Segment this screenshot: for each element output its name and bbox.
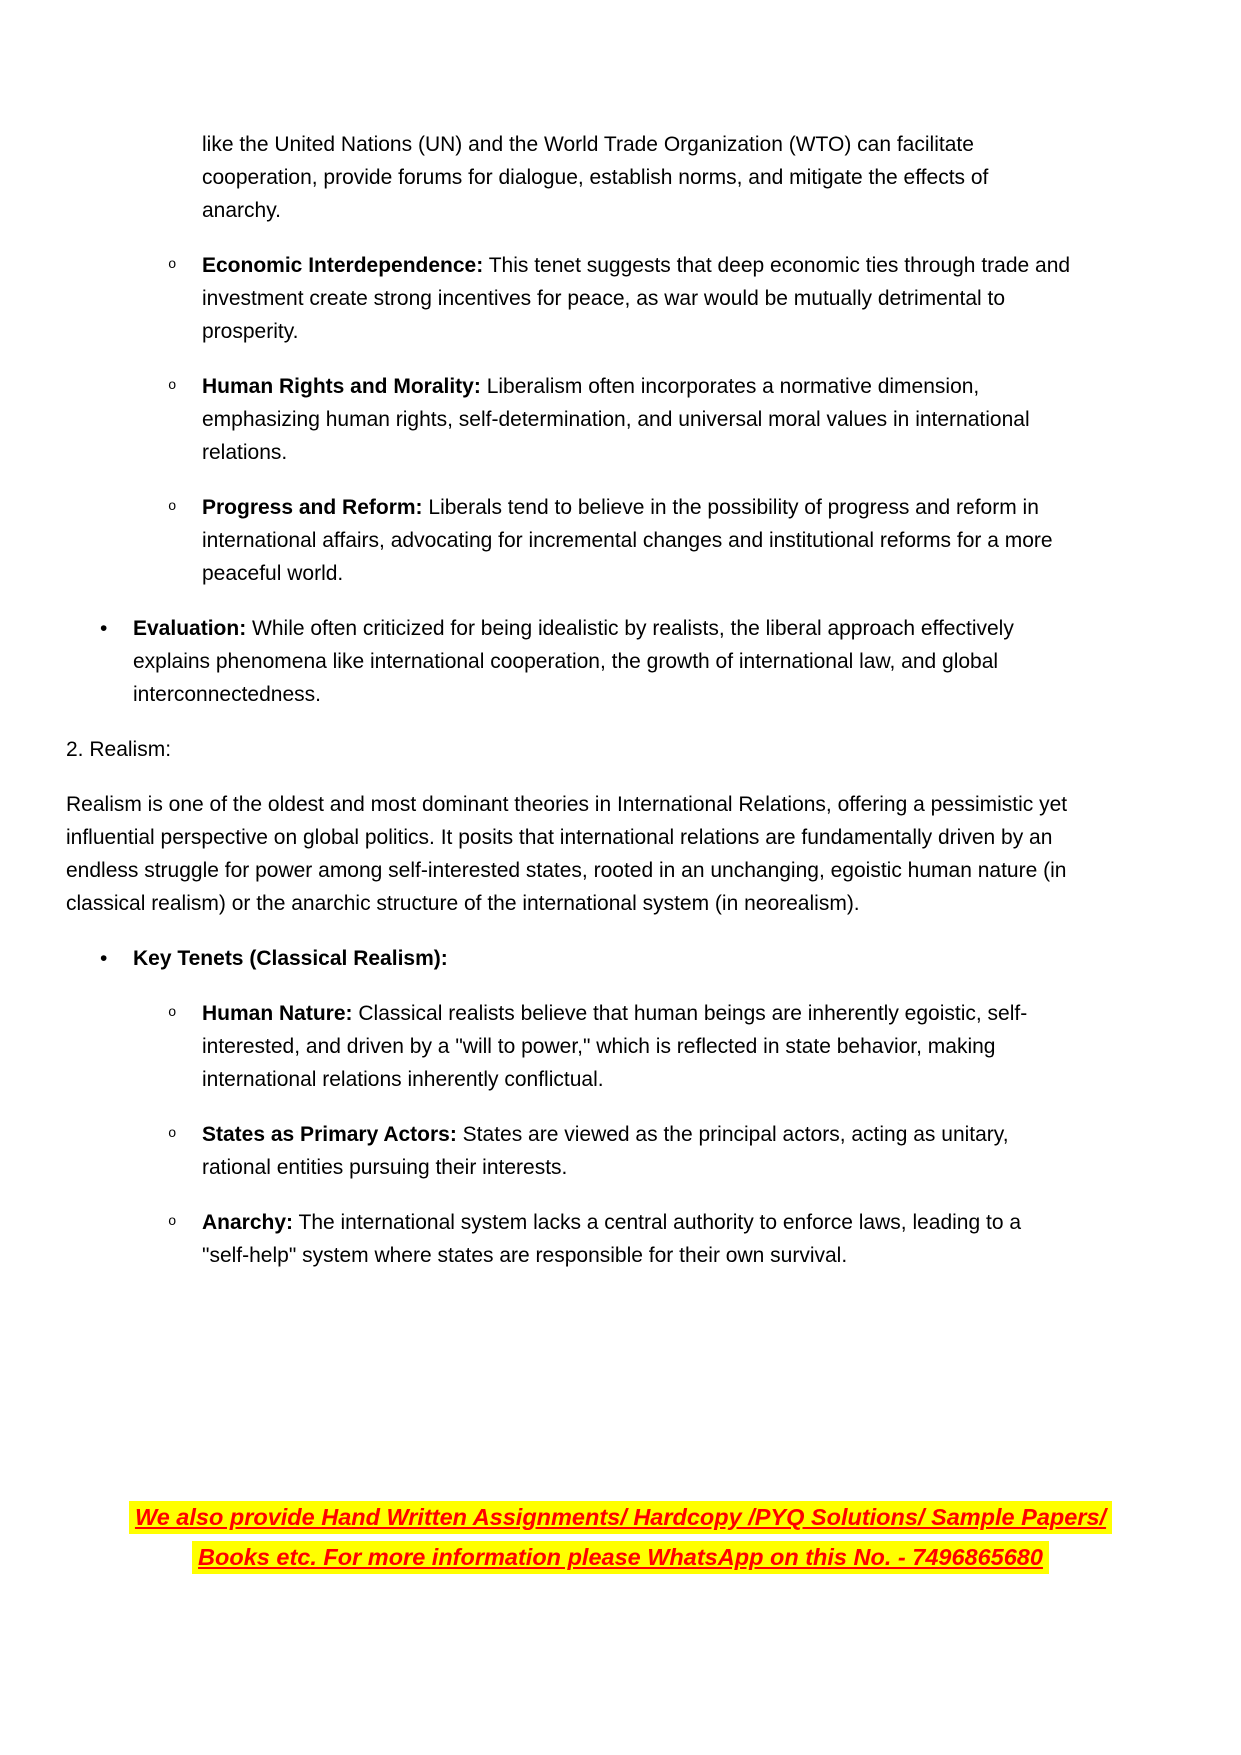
circle-bullet-marker: o bbox=[168, 499, 177, 515]
term-label: Progress and Reform: bbox=[202, 496, 423, 519]
circle-bullet-marker: o bbox=[168, 257, 177, 273]
list-item-text bbox=[133, 612, 1073, 711]
term-description: Classical realists believe that human beings are inherently egoistic, self-interested, and driven by a "will to power," which is reflected in state behavior, making international relations inherently conflictual. bbox=[202, 1002, 1028, 1091]
circle-bullet-marker: o bbox=[168, 1214, 177, 1230]
list-item-key-tenets bbox=[66, 942, 1073, 975]
list-item-anarchy bbox=[66, 1206, 1073, 1272]
term-description: The international system lacks a central authority to enforce laws, leading to a "self-help" system where states are responsible for their own survival. bbox=[202, 1211, 1022, 1267]
list-item-text bbox=[202, 249, 1073, 348]
term-label: Anarchy: bbox=[202, 1211, 294, 1234]
circle-bullet-marker: o bbox=[168, 1126, 177, 1142]
paragraph-continuation: like the United Nations (UN) and the World Trade Organization (WTO) can facilitate cooperation, provide forums for dialogue, establish norms, and mitigate the effects of anarchy. bbox=[202, 133, 989, 222]
list-item-economic-interdependence bbox=[66, 249, 1073, 348]
disc-bullet-marker: • bbox=[100, 617, 108, 640]
term-label: Economic Interdependence: bbox=[202, 254, 484, 277]
list-item-evaluation bbox=[66, 612, 1073, 711]
promo-footer-line1: We also provide Hand Written Assignments/ Hardcopy /PYQ Solutions/ Sample Papers/ bbox=[129, 1501, 1112, 1534]
list-item-states-primary-actors bbox=[66, 1118, 1073, 1184]
list-item-text bbox=[202, 370, 1073, 469]
list-item-text bbox=[202, 997, 1073, 1096]
term-label: Key Tenets (Classical Realism): bbox=[133, 947, 448, 970]
list-item-human-nature bbox=[66, 997, 1073, 1096]
term-description: States are viewed as the principal actors, acting as unitary, rational entities pursuing their interests. bbox=[202, 1123, 1009, 1179]
list-item-human-rights-morality bbox=[66, 370, 1073, 469]
circle-bullet-marker: o bbox=[168, 1005, 177, 1021]
promo-footer-line1-row bbox=[0, 1497, 1241, 1537]
term-label: Human Rights and Morality: bbox=[202, 375, 481, 398]
term-description: While often criticized for being idealistic by realists, the liberal approach effectively explains phenomena like international cooperation, the growth of international law, and global interconnectedness. bbox=[133, 617, 1014, 706]
list-item-text bbox=[202, 1206, 1073, 1272]
list-item-text bbox=[133, 942, 1073, 975]
disc-bullet-marker: • bbox=[100, 947, 108, 970]
list-item-text bbox=[202, 491, 1073, 590]
term-description: Liberals tend to believe in the possibility of progress and reform in international affairs, advocating for incremental changes and institutional reforms for a more peaceful world. bbox=[202, 496, 1053, 585]
term-description: This tenet suggests that deep economic ties through trade and investment create strong incentives for peace, as war would be mutually detrimental to prosperity. bbox=[202, 254, 1071, 343]
paragraph-realism-intro: Realism is one of the oldest and most dominant theories in International Relations, offering a pessimistic yet influential perspective on global politics. It posits that international relations are fundamentally driven by an endless struggle for power among self-interested states, rooted in an unchanging, egoistic human nature (in classical realism) or the anarchic structure of the international system (in neorealism). bbox=[66, 793, 1068, 915]
promo-footer bbox=[0, 1497, 1241, 1577]
term-label: Human Nature: bbox=[202, 1002, 353, 1025]
term-label: States as Primary Actors: bbox=[202, 1123, 457, 1146]
term-description: Liberalism often incorporates a normative dimension, emphasizing human rights, self-determination, and universal moral values in international relations. bbox=[202, 375, 1030, 464]
list-item-text bbox=[202, 1118, 1073, 1184]
promo-footer-line2: Books etc. For more information please WhatsApp on this No. - 7496865680 bbox=[192, 1541, 1049, 1574]
list-item-progress-reform bbox=[66, 491, 1073, 590]
term-label: Evaluation: bbox=[133, 617, 247, 640]
circle-bullet-marker: o bbox=[168, 378, 177, 394]
section-heading-realism: 2. Realism: bbox=[66, 738, 172, 761]
promo-footer-line2-row bbox=[0, 1537, 1241, 1577]
